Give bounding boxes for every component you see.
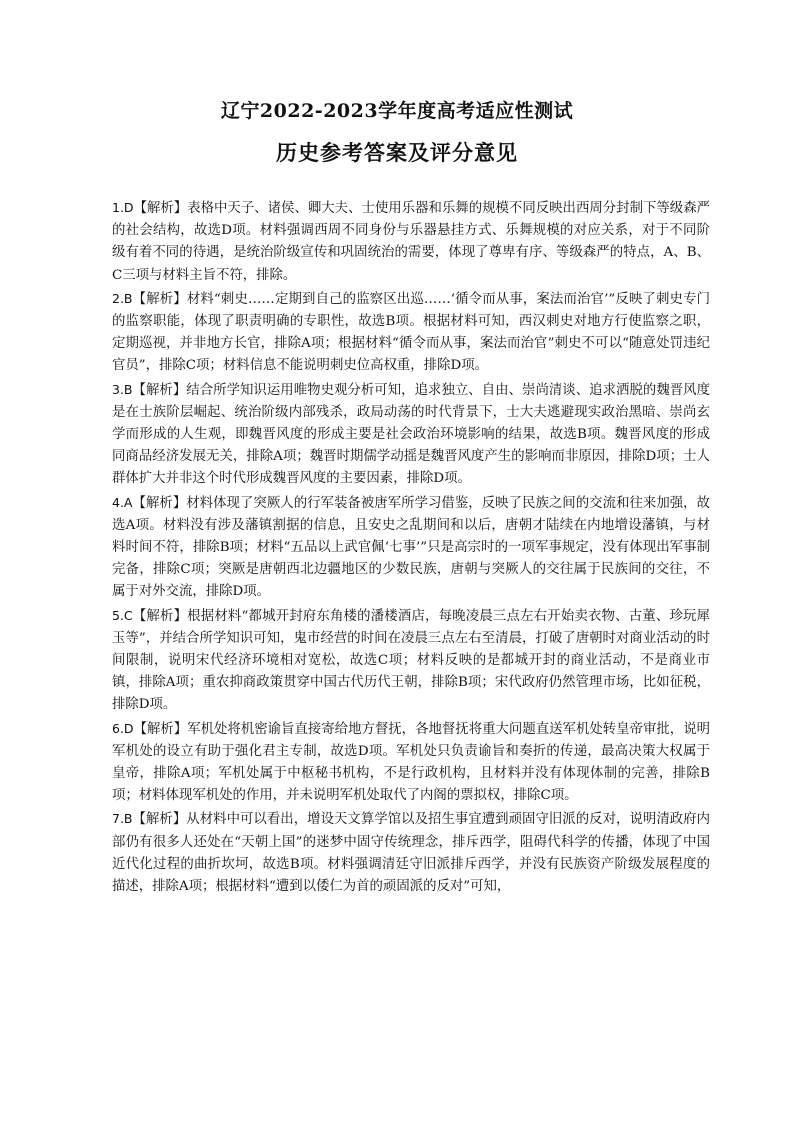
answer-explanation: 【解析】结合所学知识运用唯物史观分析可知，追求独立、自由、崇尚清谈、追求洒脱的魏晋风度是在士族阶层崛起、统治阶级内部残杀，政局动荡的时代背景下，士大夫逃避现实政治黑暗、崇尚玄学而形成的人生观，即魏晋风度的形成主要是社会政治环境影响的结果，故选B项。魏晋风度的形成同商品经济发展无关，排除A项；魏晋时期儒学动摇是魏晋风度产生的影响而非原因，排除D项；士人群体扩大并非这个时代形成魏晋风度的主要因素，排除D项。 [112,382,710,487]
answer-item-7 [112,808,710,898]
answer-number: 1.D [112,200,134,215]
answer-explanation: 【解析】表格中天子、诸侯、卿大夫、士使用乐器和乐舞的规模不同反映出西周分封制下等级森严的社会结构，故选D项。材料强调西周不同身份与乐器悬挂方式、乐舞规模的对应关系，对于不同阶级有着不同的待遇，是统治阶级宣传和巩固统治的需要，体现了尊卑有序、等级森严的特点，A、B、C三项与材料主旨不符，排除。 [112,201,710,283]
answer-item-1 [112,197,710,287]
answer-explanation: 【解析】从材料中可以看出，增设天文算学馆以及招生事宜遭到顽固守旧派的反对，说明清政府内部仍有很多人还处在“天朝上国”的迷梦中固守传统理念，排斥西学，阻碍代科学的传播，体现了中国近代化过程的曲折坎坷，故选B项。材料强调清廷守旧派排斥西学，并没有民族资产阶级发展程度的描述，排除A项；根据材料“遭到以倭仁为首的顽固派的反对”可知， [112,812,710,895]
answer-item-2 [112,288,710,378]
answer-item-5 [112,605,710,717]
answer-number: 6.D [112,720,134,736]
answer-number: 7.B [112,811,133,827]
answer-item-6 [112,718,710,808]
answer-explanation: 【解析】军机处将机密谕旨直接寄给地方督抚，各地督抚将重大问题直送军机处转皇帝审批，说明军机处的设立有助于强化君主专制，故选D项。军机处只负责谕旨和奏折的传递，最高决策大权属于皇帝，排除A项；军机处属于中枢秘书机构，不是行政机构，且材料并没有体现体制的完善，排除B项；材料体现军机处的作用，并未说明军机处取代了内阁的票拟权，排除C项。 [112,721,710,804]
answer-number: 2.B [112,290,133,306]
answer-item-3 [112,379,710,491]
document-subtitle: 历史参考答案及评分意见 [276,140,518,165]
answer-explanation: 【解析】材料体现了突厥人的行军装备被唐军所学习借鉴，反映了民族之间的交流和往来加强，故选A项。材料没有涉及藩镇割据的信息，且安史之乱期间和以后，唐朝才陆续在内地增设藩镇，与材料时间不符，排除B项；材料“五品以上武官佩‘七事’”只是高宗时的一项军事规定，没有体现出军事制完备，排除C项；突厥是唐朝西北边疆地区的少数民族，唐朝与突厥人的交往属于民族间的交往，不属于对外交流，排除D项。 [112,495,710,600]
answer-number: 5.C [112,607,133,623]
answer-number: 4.A [112,494,133,510]
answer-explanation: 【解析】根据材料“都城开封府东角楼的潘楼酒店，每晚凌晨三点左右开始卖衣物、古董、珍玩犀玉等”，并结合所学知识可知，鬼市经营的时间在凌晨三点左右至清晨，打破了唐朝时对商业活动的时间限制，说明宋代经济环境相对宽松，故选C项；材料反映的是都城开封的商业活动，不是商业市镇，排除A项；重农抑商政策贯穿中国古代历代王朝，排除B项；宋代政府仍然管理市场，比如征税，排除D项。 [112,608,710,713]
answer-explanation: 【解析】材料“刺史……定期到自己的监察区出巡……‘循令而从事，案法而治官’”反映了刺史专门的监察职能，体现了职责明确的专职性，故选B项。根据材料可知，西汉刺史对地方行使监察之职，定期巡视，并非地方长官，排除A项；根据材料“循令而从事，案法而治官”刺史不可以“随意处罚违纪官员”，排除C项；材料信息不能说明刺史位高权重，排除D项。 [112,291,710,374]
answer-number: 3.B [112,381,133,397]
answer-item-4 [112,492,710,604]
answer-list [112,197,710,899]
document-title: 辽宁2022-2023学年度高考适应性测试 [220,100,574,122]
